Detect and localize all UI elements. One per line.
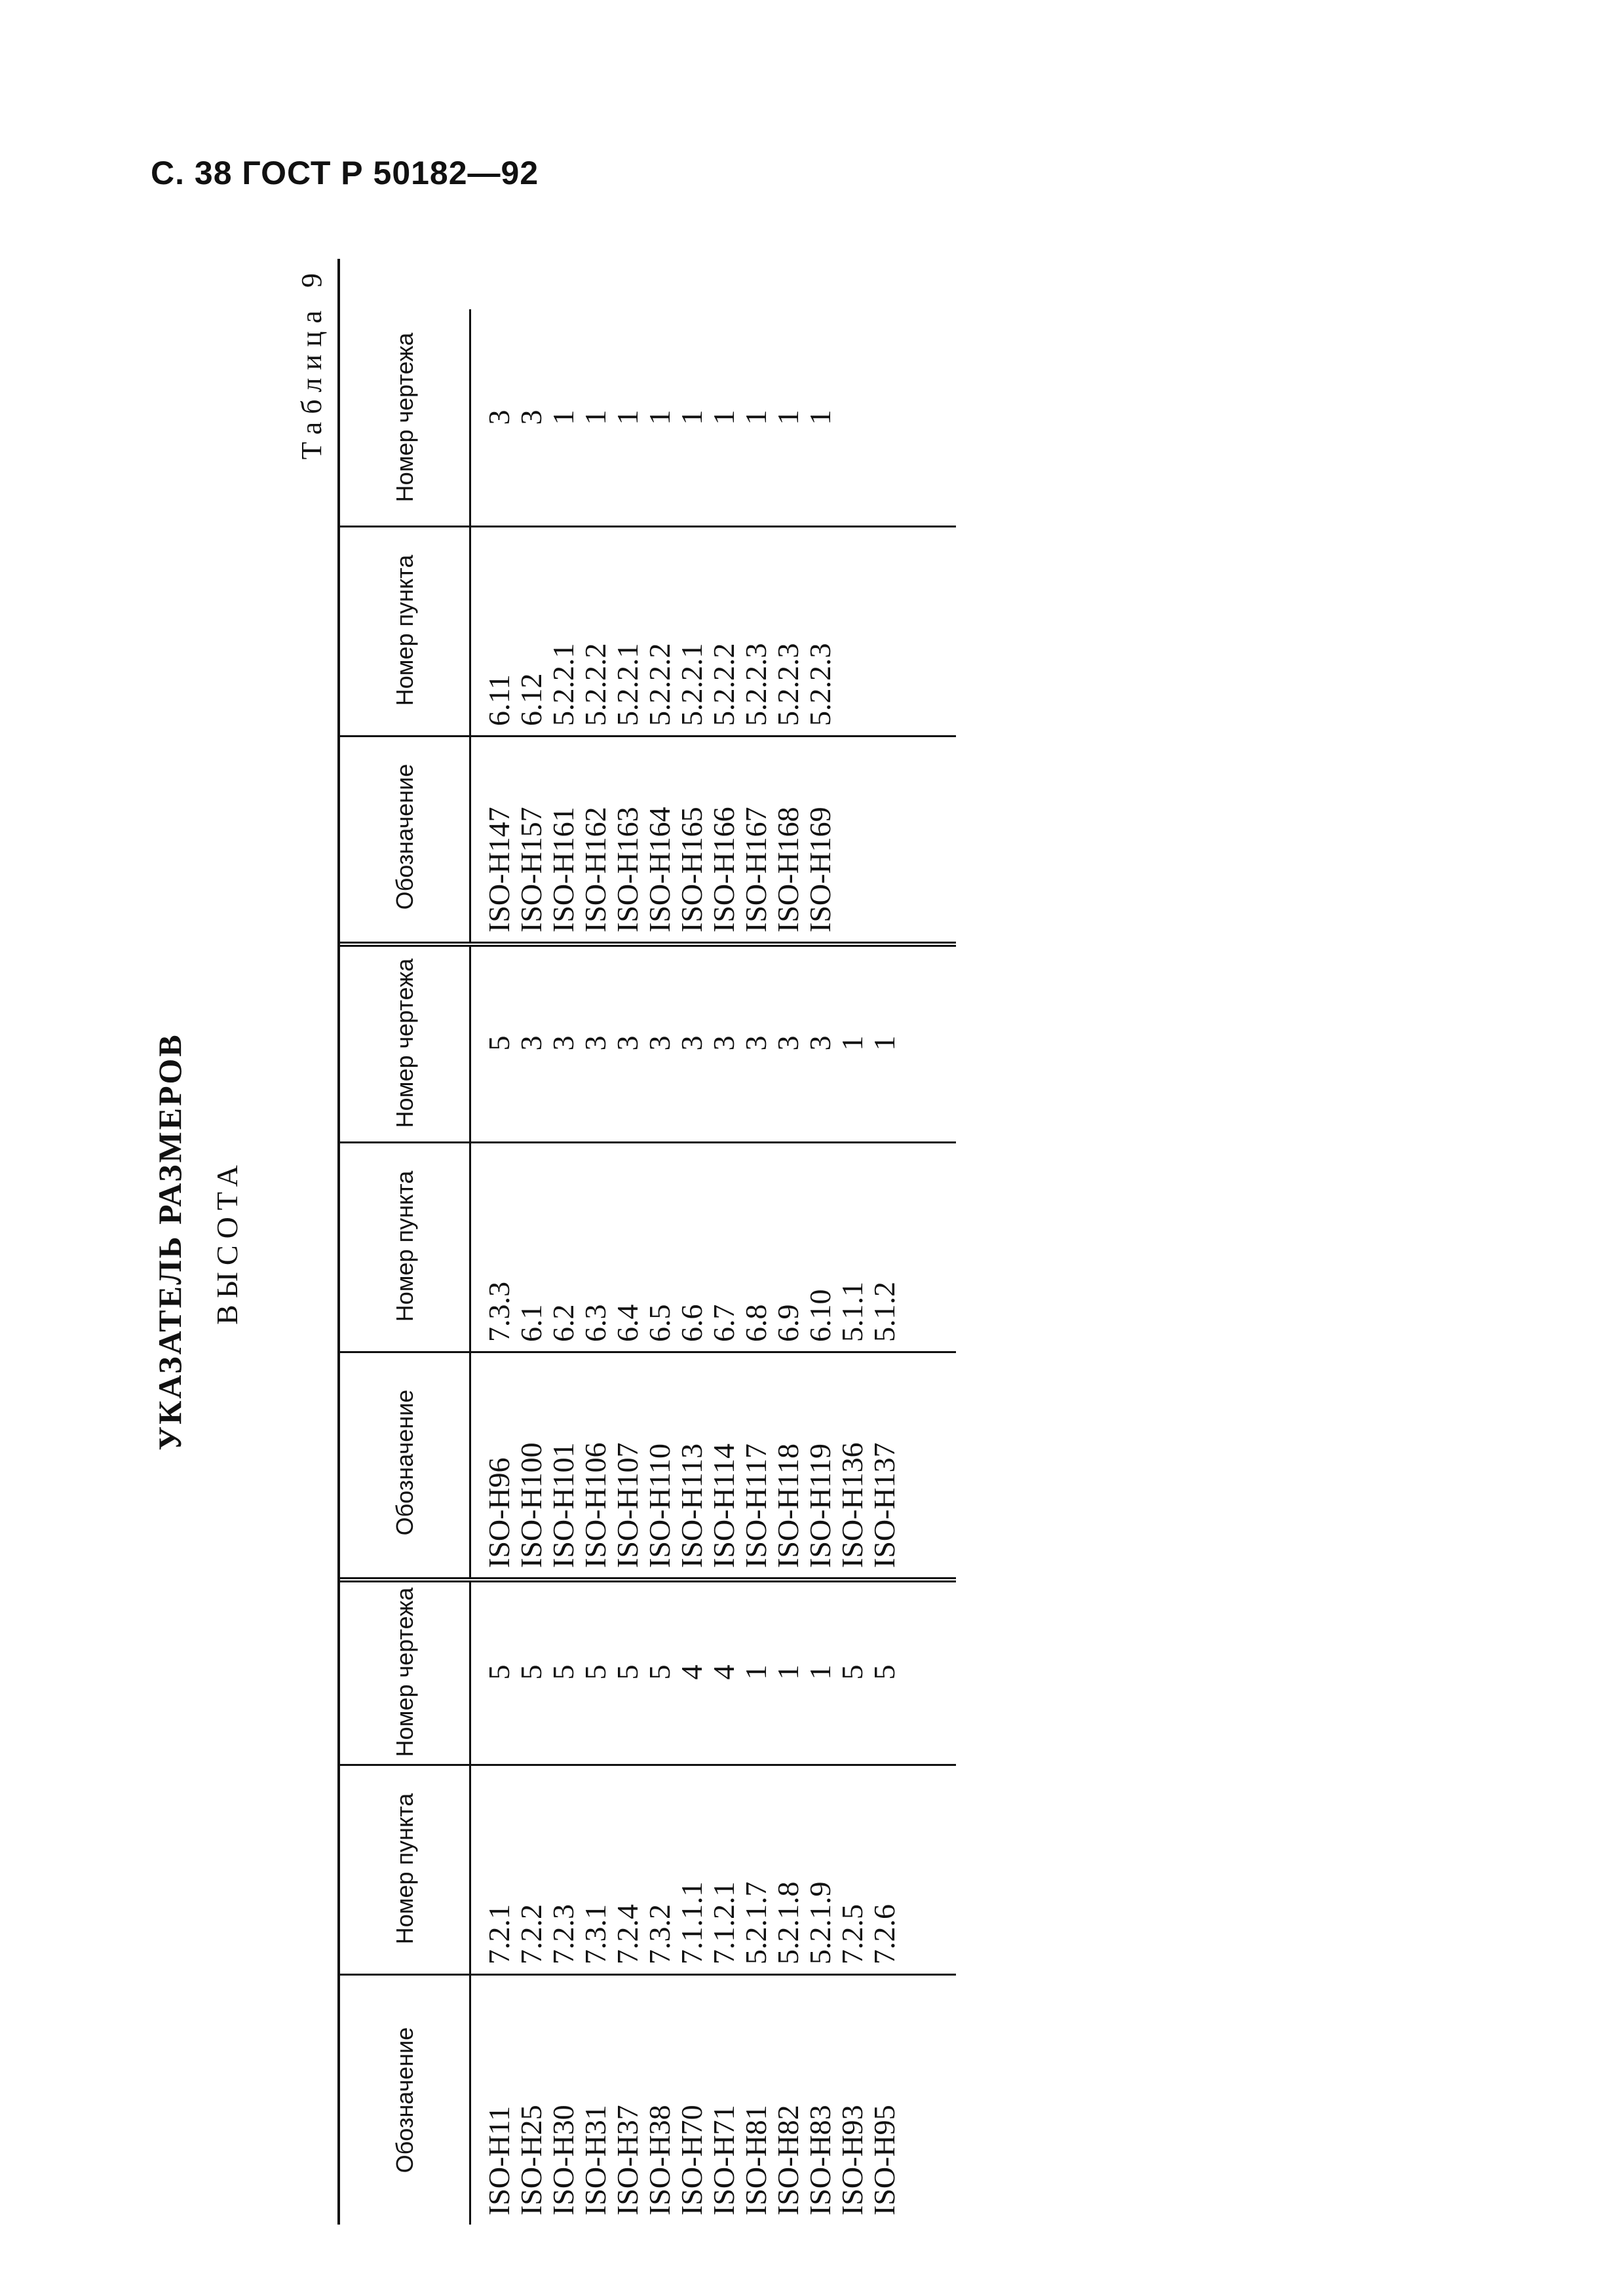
table-cell: ISO-H147 [482, 807, 516, 932]
table-cell: 3 [707, 1035, 740, 1051]
column-cells [471, 945, 900, 1141]
table-cell: 7.2.6 [868, 1904, 901, 1964]
table-cell: ISO-H82 [771, 2105, 805, 2215]
table-cell: 7.2.1 [482, 1904, 516, 1964]
table-cell: ISO-H119 [803, 1444, 837, 1568]
table-cell: ISO-H11 [482, 2106, 516, 2215]
index-subtitle: ВЫСОТА [210, 1158, 244, 1325]
table-cell: 7.2.5 [835, 1904, 869, 1964]
table-cell: 6.9 [771, 1304, 805, 1342]
table-cell: ISO-H31 [579, 2105, 612, 2215]
table-cell: ISO-H95 [868, 2105, 901, 2215]
column-header: Номер чертежа [340, 309, 471, 526]
column-header: Номер чертежа [340, 945, 471, 1141]
column-cells [471, 732, 836, 942]
table-cell: 5.1.1 [835, 1282, 869, 1342]
table-cell: 6.2 [546, 1304, 580, 1342]
table-cell: ISO-H101 [546, 1442, 580, 1568]
table-cell: 7.2.4 [611, 1904, 644, 1964]
table-cell: 5.2.2.2 [707, 643, 740, 726]
table-cell: ISO-H37 [611, 2105, 644, 2215]
table-cell: 5 [482, 1035, 516, 1051]
table-cell: 5.2.1.9 [803, 1881, 837, 1964]
table-cell: ISO-H165 [675, 807, 708, 932]
table-cell: 3 [771, 1035, 805, 1051]
table-cell: 3 [803, 1035, 837, 1051]
table-cell: 5 [868, 1664, 901, 1680]
table-cell: 6.4 [611, 1304, 644, 1342]
table-cell: 1 [675, 410, 708, 425]
table-cell: 6.6 [675, 1304, 708, 1342]
column-cells [471, 309, 836, 526]
column-cells [471, 526, 836, 735]
table-cell: ISO-H83 [803, 2105, 837, 2215]
table-cell: 7.3.3 [482, 1282, 516, 1342]
column-header: Обозначение [340, 1348, 471, 1577]
table-cell: 1 [771, 1664, 805, 1680]
table-cell: ISO-H71 [707, 2105, 740, 2215]
table-cell: 3 [546, 1035, 580, 1051]
table-cell: ISO-H169 [803, 807, 837, 932]
table-cell: 6.8 [739, 1304, 773, 1342]
table-cell: ISO-H96 [482, 1457, 516, 1568]
table-cell: 7.3.1 [579, 1904, 612, 1964]
column-drawing-2 [340, 945, 956, 1143]
table-cell: 7.1.1.1 [675, 1881, 708, 1964]
table-cell: 5 [643, 1664, 676, 1680]
table-cell: 6.10 [803, 1289, 837, 1342]
table-cell: 3 [611, 1035, 644, 1051]
table-cell: ISO-H113 [675, 1444, 708, 1568]
table-cell: 3 [739, 1035, 773, 1051]
index-title: УКАЗАТЕЛЬ РАЗМЕРОВ [151, 1033, 188, 1451]
table-cell: 5.2.2.2 [579, 643, 612, 726]
table-cell: ISO-H100 [514, 1442, 548, 1568]
column-cells [471, 1580, 900, 1764]
table-cell: ISO-H157 [514, 807, 548, 932]
table-cell: 6.5 [643, 1304, 676, 1342]
page-header: С. 38 ГОСТ Р 50182—92 [151, 155, 539, 191]
table-cell: 7.3.2 [643, 1904, 676, 1964]
table-cell: 7.2.2 [514, 1904, 548, 1964]
column-cells [471, 1348, 900, 1577]
column-header: Номер пункта [340, 1141, 471, 1351]
table-cell: 3 [482, 410, 516, 425]
table-cell: 5.2.2.1 [611, 643, 644, 726]
column-clause-2 [340, 1141, 956, 1353]
column-cells [471, 1764, 900, 1974]
table-cell: 4 [707, 1664, 740, 1680]
table-cell: ISO-H164 [643, 807, 676, 932]
table-cell: 6.7 [707, 1304, 740, 1342]
column-cells [471, 1976, 900, 2225]
table-cell: 5.2.2.3 [739, 643, 773, 726]
table-cell: 5 [579, 1664, 612, 1680]
table-cell: 5.1.2 [868, 1282, 901, 1342]
table-cell: 3 [579, 1035, 612, 1051]
table-cell: ISO-H81 [739, 2105, 773, 2215]
table-cell: ISO-H162 [579, 807, 612, 932]
table-cell: 6.12 [514, 673, 548, 726]
column-header: Номер пункта [340, 1764, 471, 1974]
table-number-label: Таблица 9 [296, 265, 328, 460]
table-cell: ISO-H167 [739, 807, 773, 932]
table-cell: ISO-H163 [611, 807, 644, 932]
column-header: Обозначение [340, 732, 471, 942]
table-cell: ISO-H25 [514, 2105, 548, 2215]
table-cell: 1 [771, 410, 805, 425]
table-cell: 6.11 [482, 674, 516, 726]
rotated-table-frame [144, 259, 976, 2225]
column-header: Номер чертежа [340, 1580, 471, 1764]
column-designation-2 [340, 1348, 956, 1582]
table-cell: ISO-H106 [579, 1442, 612, 1568]
column-clause-3 [340, 526, 956, 737]
table-cell: 1 [803, 410, 837, 425]
table-cell: ISO-H118 [771, 1444, 805, 1568]
table-cell: 5.2.2.2 [643, 643, 676, 726]
table-cell: 5 [514, 1664, 548, 1680]
column-header: Номер пункта [340, 526, 471, 735]
table-cell: 1 [546, 410, 580, 425]
table-cell: ISO-H110 [643, 1444, 676, 1568]
table-cell: 1 [739, 1664, 773, 1680]
column-designation-3 [340, 732, 956, 947]
table-cell: ISO-H70 [675, 2105, 708, 2215]
table-cell: 5.2.2.1 [546, 643, 580, 726]
table-cell: 3 [514, 410, 548, 425]
table-cell: 5 [611, 1664, 644, 1680]
table-cell: 7.1.2.1 [707, 1881, 740, 1964]
table-cell: 1 [643, 410, 676, 425]
table-cell: 3 [514, 1035, 548, 1051]
table-cell: 5.2.1.7 [739, 1881, 773, 1964]
table-cell: 3 [643, 1035, 676, 1051]
table-cell: 3 [675, 1035, 708, 1051]
table-cell: 1 [611, 410, 644, 425]
column-drawing-3 [340, 309, 956, 527]
column-designation-1 [340, 1976, 956, 2225]
table-cell: ISO-H166 [707, 807, 740, 932]
table-cell: 5.2.2.1 [675, 643, 708, 726]
table-cell: ISO-H38 [643, 2105, 676, 2215]
column-drawing-1 [340, 1580, 956, 1766]
table-cell: 1 [579, 410, 612, 425]
table-cell: ISO-H161 [546, 807, 580, 932]
table-cell: ISO-H30 [546, 2105, 580, 2215]
table-cell: 5 [835, 1664, 869, 1680]
table-cell: 4 [675, 1664, 708, 1680]
table-cell: 1 [803, 1664, 837, 1680]
table-cell: ISO-H93 [835, 2105, 869, 2215]
column-cells [471, 1141, 900, 1351]
table-cell: 6.3 [579, 1304, 612, 1342]
table-cell: ISO-H137 [868, 1442, 901, 1568]
table-cell: 1 [868, 1035, 901, 1051]
table-cell: 6.1 [514, 1304, 548, 1342]
table-cell: 5.2.2.3 [771, 643, 805, 726]
column-header: Обозначение [340, 1976, 471, 2225]
table-cell: ISO-H136 [835, 1442, 869, 1568]
table-cell: 7.2.3 [546, 1904, 580, 1964]
table-cell: ISO-H114 [707, 1444, 740, 1568]
table-cell: 1 [835, 1035, 869, 1051]
table-cell: 5.2.2.3 [803, 643, 837, 726]
table-cell: 5 [482, 1664, 516, 1680]
table-cell: 1 [707, 410, 740, 425]
table-cell: 5.2.1.8 [771, 1881, 805, 1964]
table-cell: ISO-H168 [771, 807, 805, 932]
table-cell: 1 [739, 410, 773, 425]
table-cell: ISO-H117 [739, 1444, 773, 1568]
table-cell: ISO-H107 [611, 1442, 644, 1568]
column-clause-1 [340, 1764, 956, 1976]
dimension-index-table [337, 259, 956, 2225]
table-cell: 5 [546, 1664, 580, 1680]
